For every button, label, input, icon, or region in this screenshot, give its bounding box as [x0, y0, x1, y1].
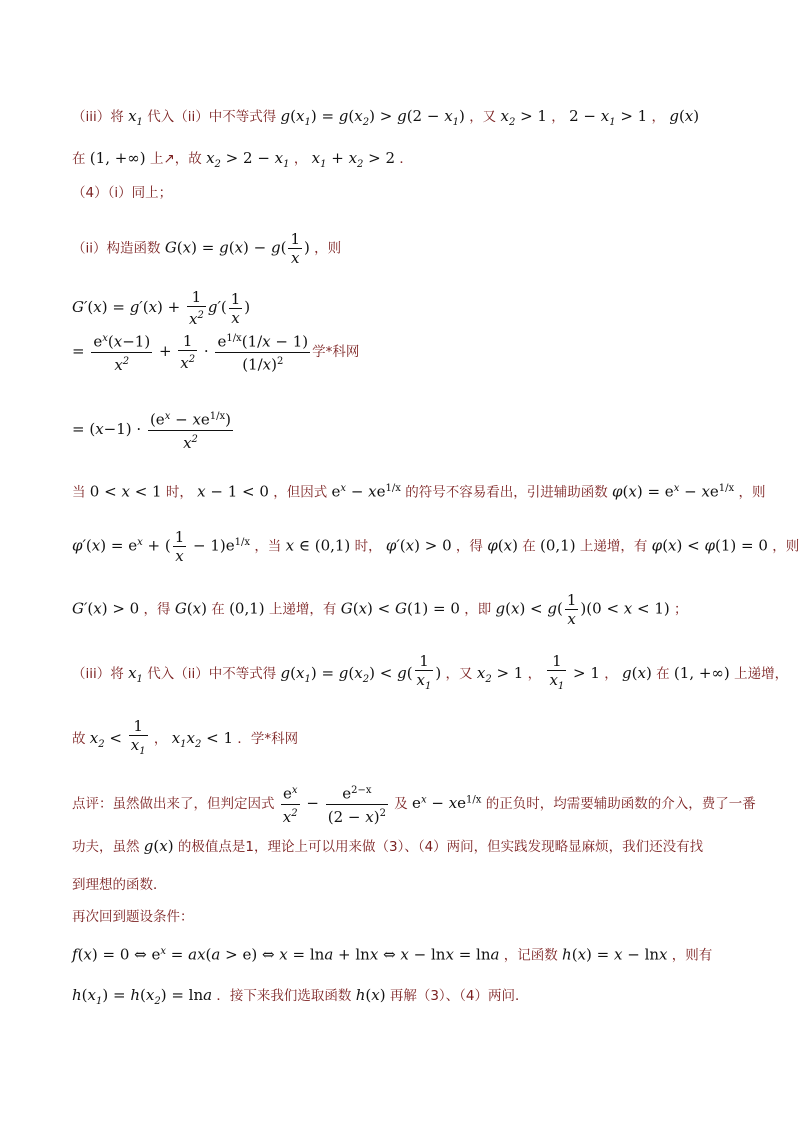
text: 及: [394, 795, 408, 812]
text: 在: [522, 538, 536, 555]
paragraph-equivalence: f(x) = 0 ⇔ $e^x = ax(a > e)$ ⇔ x = lna + lnx ⇔ x − lnx = lna ，记函数 h(x) = x − lnx ，则有: [72, 945, 713, 964]
text: 时，: [354, 538, 382, 555]
text: ，记函数: [503, 947, 558, 964]
paragraph-iii-product: （iii）将 $x_1$ 代入（ii）中不等式得 $g(x_1) = g(x_2) < g$( $\frac{1}{x_1}$ ) ，又 $x_2 > 1$ ， $\frac{1}{x_1}$ > 1 ， g(x) 在 (1, +∞) 上递增，: [72, 652, 789, 692]
paragraph-G-conclusion: G′(x) > 0 ，得 G(x) 在 (0,1) 上递增，有 G(x) < G(1) = 0 ，即 g(x) < g( $\frac{1}{x}$ )(0 < x < 1) ；: [72, 591, 688, 628]
text: 在: [656, 666, 670, 682]
text: ．学*科网: [237, 731, 299, 747]
math: g: [280, 107, 291, 125]
text: ，: [651, 109, 666, 125]
text: （4）（i）同上；: [72, 185, 173, 201]
text: ，则有: [671, 947, 713, 964]
text: 再解（3）、（4）两问．: [389, 988, 529, 1004]
text: 到理想的函数．: [72, 877, 167, 893]
text: ，又: [469, 109, 497, 125]
text: 故: [72, 731, 86, 747]
paragraph-phi-derivative: $\varphi'(x) = e^x$ + ( $\frac{1}{x}$ − $1)e^{1/x}$ ，当 x ∈ (0,1) 时， φ′(x) > 0 ，得 φ(x) 在 (0,1) 上递增，有 φ(x) < φ(1) = 0 ，则: [72, 528, 799, 565]
text: （ii）构造函数: [72, 240, 161, 257]
paragraph-iii-second: 在 (1, +∞) 上↗，故 $x_2 > 2 - x_1$ ， $x_1 + x_2 > 2$ ．: [72, 149, 413, 170]
text: ，但因式: [273, 484, 328, 501]
text: 点评：虽然做出来了，但判定因式: [72, 795, 275, 812]
text: ，: [153, 731, 168, 747]
text: 的符号不容易看出，引进辅助函数: [405, 484, 608, 501]
text: 的正负时，均需要辅助函数的介入，费了一番: [485, 795, 756, 812]
text: ，: [604, 666, 618, 682]
text: ，: [293, 151, 308, 167]
paragraph-4i: [72, 182, 172, 204]
text: ，: [551, 109, 565, 125]
text: ，: [527, 666, 542, 682]
text: 再次回到题设条件：: [72, 909, 194, 925]
text: ，则: [314, 240, 342, 257]
paragraph-iii-first: （iii）将 $x_1$ 代入（ii）中不等式得 $g(x_1) = g(x_2) > g(2 - x_1)$ ，又 $x_2 > 1$ ， $2 - x_1 > 1$ ， g(x): [72, 107, 700, 128]
paragraph-return: [72, 906, 194, 928]
watermark-text: 学*科网: [312, 344, 360, 360]
text: 功夫，虽然: [72, 839, 140, 855]
text: 上↗，故: [149, 151, 202, 167]
paragraph-next: $h(x_1) = h(x_2) = \ln a$ ．接下来我们选取函数 h(x) 再解（3）、（4）两问．: [72, 986, 529, 1007]
text: 上递增，有: [579, 538, 648, 555]
paragraph-conclusion: 故 $x_2$ < $\frac{1}{x_1}$ ， $x_1x_2 < 1$ ．学*科网: [72, 717, 299, 757]
text: ．: [399, 151, 413, 167]
text: 上递增，: [734, 666, 789, 682]
derivative-line-3: = (x−1) · $\frac{(e^x - xe^{1/x})}{x^2}$: [72, 408, 235, 452]
paragraph-aux-function: 当 0 < x < 1 时， x − 1 < 0 ，但因式 $e^x - xe^{1/x}$ 的符号不容易看出，引进辅助函数 $\varphi(x) = e^x - xe^{1/x}$ ，则: [72, 482, 766, 501]
text: ，得: [143, 601, 171, 618]
text: ，又: [445, 666, 473, 682]
text: （iii）将: [72, 666, 124, 682]
text: （iii）将: [72, 109, 124, 125]
text: ，则: [738, 484, 766, 501]
paragraph-comment-3: [72, 874, 167, 896]
paragraph-4ii: （ii）构造函数 G(x) = g(x) − g( $\frac{1}{x}$ ) ，则: [72, 230, 342, 267]
text: ；: [674, 601, 688, 618]
text: ，即: [464, 601, 492, 618]
text: 代入（ii）中不等式得: [147, 109, 277, 125]
text: ．接下来我们选取函数: [216, 988, 352, 1004]
text: 代入（ii）中不等式得: [147, 666, 277, 682]
math: $x_1$: [128, 107, 143, 128]
paragraph-comment-2: 功夫，虽然 g(x) 的极值点是1，理论上可以用来做（3）、（4）两问，但实践发现略显麻烦，我们还没有找: [72, 837, 704, 855]
text: ，当: [254, 538, 282, 555]
text: 时，: [165, 484, 193, 501]
derivative-line-2: = $\frac{e^x(x-1)}{x^2}$ + $\frac{1}{x^2}$ · $\frac{e^{1/x}(1/x - 1)}{(1/x)^2}$ 学*科网: [72, 332, 360, 374]
text: ，得: [455, 538, 483, 555]
paragraph-comment: 点评：虽然做出来了，但判定因式 $\frac{e^x}{x^2}$ − $\frac{e^{2-x}}{(2 - x)^2}$ 及 $e^x - xe^{1/x}$ 的正负时，均需要辅助函数的介入，费了一番: [72, 782, 756, 826]
text: 在: [211, 601, 225, 618]
text: 的极值点是1，理论上可以用来做（3）、（4）两问，但实践发现略显麻烦，我们还没有找: [177, 839, 704, 855]
text: 上递增，有: [268, 601, 337, 618]
text: ，则: [772, 538, 799, 555]
text: 在: [72, 151, 86, 167]
text: 当: [72, 484, 86, 501]
derivative-line-1: G′(x) = g′(x) + $\frac{1}{x^2}$ g′( $\frac{1}{x}$ ): [72, 288, 251, 328]
